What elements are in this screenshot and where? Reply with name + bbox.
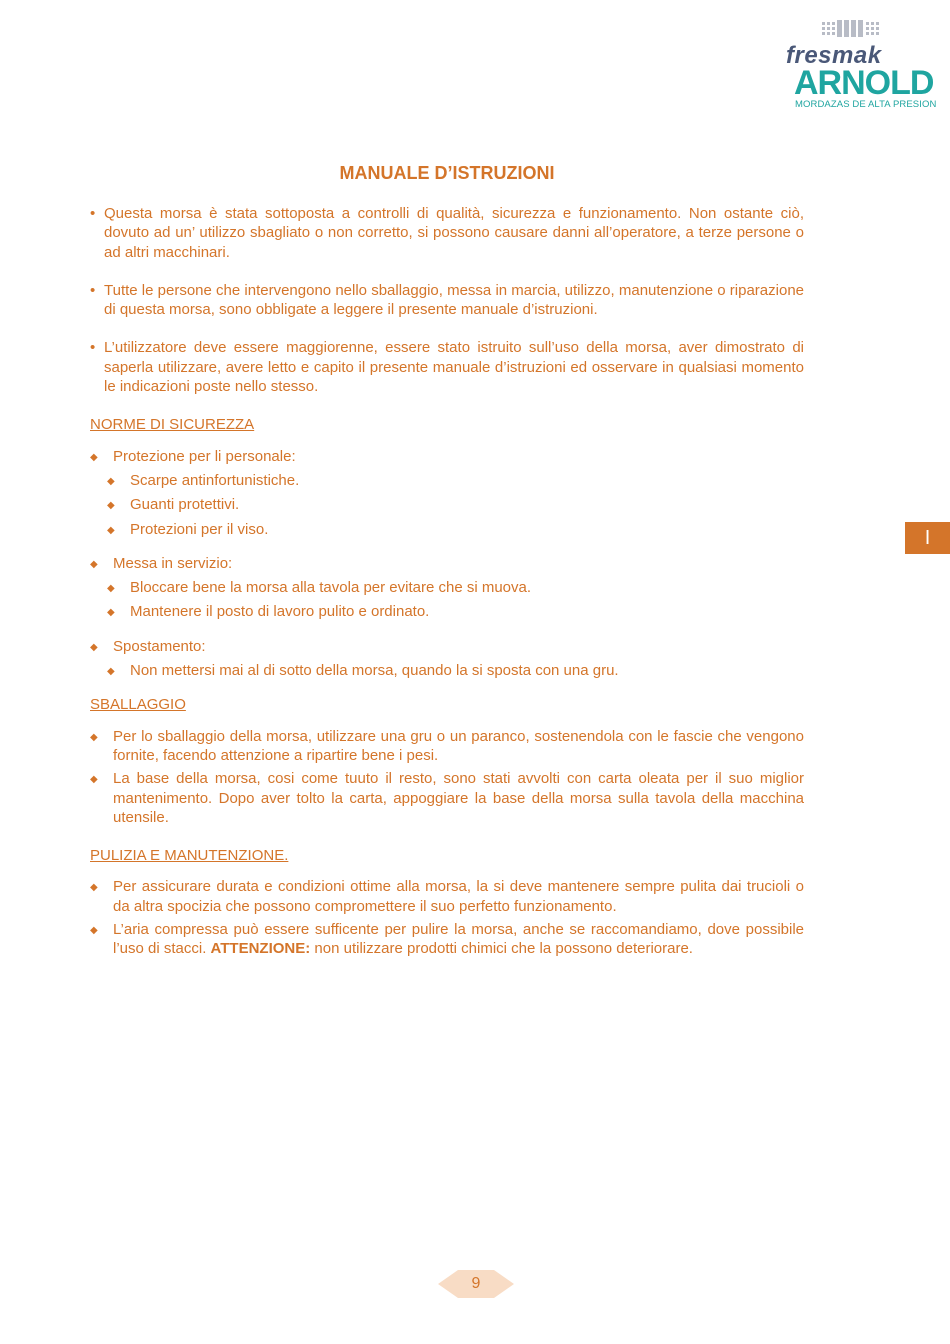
diamond-bullet-icon: ◆ <box>90 451 98 463</box>
sub-item-text: Non mettersi mai al di sotto della morsa, quando la si sposta con una gru. <box>130 662 619 680</box>
bullet-dot-icon: • <box>90 205 96 222</box>
sub-item-text: Guanti protettivi. <box>130 496 240 514</box>
diamond-bullet-icon: ◆ <box>90 641 98 653</box>
logo-fresmak-text: fresmak <box>786 42 882 69</box>
sub-list <box>107 661 804 680</box>
list-item <box>107 495 804 514</box>
list-item <box>90 554 804 573</box>
intro-paragraph <box>90 338 804 396</box>
list-item <box>90 447 804 466</box>
cleaning-heading: PULIZIA E MANUTENZIONE. <box>90 847 289 865</box>
diamond-bullet-icon: ◆ <box>90 774 98 786</box>
sub-list <box>107 578 804 622</box>
intro-text: Tutte le persone che intervengono nello sballaggio, messa in marcia, utilizzo, manutenzione o riparazione di questa morsa, sono obbligate a leggere il presente manuale d’istruzioni. <box>104 281 804 319</box>
list-item <box>90 920 804 959</box>
safety-group <box>90 637 804 681</box>
group-label: Messa in servizio: <box>113 554 233 572</box>
bullet-dot-icon: • <box>90 339 96 357</box>
diamond-bullet-icon: ◆ <box>90 558 98 570</box>
list-item <box>107 578 804 597</box>
diamond-bullet-icon: ◆ <box>90 731 98 743</box>
group-label: Protezione per li personale: <box>113 447 296 465</box>
list-item <box>90 877 804 916</box>
page-number: 9 <box>471 1275 481 1292</box>
diamond-bullet-icon: ◆ <box>107 475 115 487</box>
list-item <box>107 471 804 490</box>
group-label: Spostamento: <box>113 637 206 655</box>
safety-heading: NORME DI SICUREZZA <box>90 416 255 434</box>
diamond-bullet-icon: ◆ <box>90 925 98 937</box>
list-item <box>90 637 804 656</box>
diamond-bullet-icon: ◆ <box>107 607 115 619</box>
diamond-bullet-icon: ◆ <box>107 524 115 536</box>
unpacking-heading: SBALLAGGIO <box>90 696 186 714</box>
unpacking-text: La base della morsa, cosi come tuuto il resto, sono stati avvolti con carta oleata per il suo miglior mantenimento. Dopo aver tolto la carta, appoggiare la base della morsa sulla tavola della macchina utensile. <box>113 770 804 826</box>
manual-content <box>90 204 804 959</box>
sub-item-text: Protezioni per il viso. <box>130 520 269 538</box>
logo-arnold-text: ARNOLD <box>794 64 934 102</box>
page-number-badge <box>438 1270 514 1298</box>
diamond-bullet-icon: ◆ <box>107 500 115 512</box>
safety-group <box>90 554 804 622</box>
intro-paragraph <box>90 281 804 320</box>
cleaning-text: L’aria compressa può essere sufficente per pulire la morsa, anche se raccomandiamo, dove possibile l’uso di stacci. <box>113 921 804 958</box>
cleaning-text: Per assicurare durata e condizioni ottime alla morsa, la si deve mantenere sempre pulita dai trucioli o da altra spocizia che possono compromettere il suo perfetto funzionamento. <box>113 878 804 915</box>
logo-tagline: MORDAZAS DE ALTA PRESION <box>795 99 937 110</box>
logo-grid-icon <box>822 20 882 38</box>
language-tab: I <box>905 522 950 554</box>
sub-list <box>107 471 804 539</box>
warning-label: ATTENZIONE: <box>210 940 311 958</box>
page-title: MANUALE D’ISTRUZIONI <box>339 163 555 183</box>
bullet-dot-icon: • <box>90 281 96 299</box>
safety-group <box>90 447 804 539</box>
brand-logo <box>778 20 938 116</box>
list-item <box>90 769 804 827</box>
sub-item-text: Bloccare bene la morsa alla tavola per evitare che si muova. <box>130 579 532 597</box>
diamond-bullet-icon: ◆ <box>90 882 98 894</box>
intro-paragraph <box>90 204 804 262</box>
diamond-bullet-icon: ◆ <box>107 666 115 678</box>
sub-item-text: Scarpe antinfortunistiche. <box>130 471 300 489</box>
unpacking-text: Per lo sballaggio della morsa, utilizzare una gru o un paranco, sostenendola con le fascie che vengono fornite, facendo attenzione a ripartire bene i pesi. <box>113 727 804 764</box>
diamond-bullet-icon: ◆ <box>107 583 115 595</box>
list-item <box>107 602 804 621</box>
intro-text: Questa morsa è stata sottoposta a controlli di qualità, sicurezza e funzionamento. Non ostante ciò, dovuto ad un’ utilizzo sbagliato o non corretto, si possono causare danni all’operatore, a terze persone o ad altri macchinari. <box>104 205 804 261</box>
list-item <box>107 661 804 680</box>
list-item <box>90 727 804 766</box>
intro-text: L’utilizzatore deve essere maggiorenne, essere stato istruito sull’uso della morsa, aver dimostrato di saperla utilizzare, avere letto e capito il presente manuale d’istruzioni ed osservare in qualsiasi momento le indicazioni poste nello stesso. <box>104 339 804 396</box>
sub-item-text: Mantenere il posto di lavoro pulito e ordinato. <box>130 603 430 621</box>
list-item <box>107 520 804 539</box>
cleaning-text-end: non utilizzare prodotti chimici che la possono deteriorare. <box>310 940 693 958</box>
